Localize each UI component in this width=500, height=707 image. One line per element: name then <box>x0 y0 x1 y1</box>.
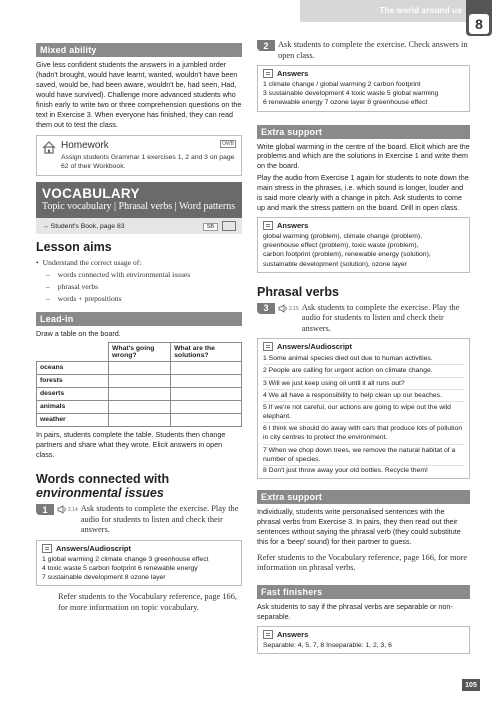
exercise-2-answers: Answers 1 climate change / global warming 2 carbon footprint 3 sustainable development 4 toxic waste 5 global warming 6 renewable energy 7 ozone layer 8 greenhouse effect <box>257 65 470 112</box>
fast-finishers-text: Ask students to say if the phrasal verbs are separable or non-separable. <box>257 601 453 621</box>
exercise-3 <box>257 303 470 335</box>
lesson-aim-item: – phrasal verbs <box>36 281 242 293</box>
extra-support-label: Extra support <box>257 490 470 504</box>
exercise-2 <box>257 40 470 61</box>
answers-icon <box>263 630 273 639</box>
audio-track: 2.14 <box>68 507 78 514</box>
lesson-aims-list <box>36 257 242 304</box>
lead-in-table <box>36 342 242 427</box>
audio-icon <box>57 505 67 514</box>
unit-title-bar <box>300 0 468 22</box>
page-number: 105 <box>462 679 480 691</box>
exercise-number: 3 <box>257 303 275 314</box>
extra-support-1-p1: Write global warming in the centre of the board. Elicit which are the problems and which are the solutions in Exercise 1 and write them on the board. <box>257 141 470 171</box>
lead-in-instruction: Draw a table on the board. <box>36 329 121 339</box>
exercise-3-instruction: Ask students to complete the exercise. Play the audio for students to listen and check their answers. <box>301 302 460 333</box>
homework-box <box>36 135 242 176</box>
answers-icon <box>263 221 273 230</box>
lesson-aim-item: – words + prepositions <box>36 293 242 305</box>
exercise-1-instruction: Ask students to complete the exercise. Play the audio for students to listen and check their answers. <box>80 504 239 535</box>
exercise-1-answers: Answers/Audioscript 1 global warming 2 climate change 3 greenhouse effect 4 toxic waste 5 carbon footprint 6 renewable energy 7 sustainable development 8 ozone layer <box>36 540 242 587</box>
phrasal-verbs-title: Phrasal verbs <box>257 284 339 299</box>
extra-support-1 <box>257 122 470 273</box>
audio-track: 2.15 <box>289 305 299 312</box>
right-column <box>257 40 470 654</box>
unit-tab <box>466 0 492 36</box>
students-book-ref <box>36 218 242 234</box>
lesson-aim-item: – words connected with environmental issues <box>36 269 242 281</box>
screen-icon <box>222 221 236 231</box>
homework-text: Assign students Grammar 1 exercises 1, 2 and 3 on page 62 of their Workbook. <box>61 153 235 170</box>
exercise-3-answers: Answers/Audioscript 1 Some animal species died out due to human activities. 2 People are calling for urgent action on climate change. 3 Will we just keep using oil until it all runs out? 4 We all have a responsibility to help clean up our beaches. 5 If we're not careful, our actions are going to wipe out the wild elephant. 6 I think we should do away with cars that produce lots of pollution in city centres to protect the environment. 7 When we chop down trees, we remove the natural habitat of a number of species. 8 Don't just throw away your old bottles. Recycle them! <box>257 338 470 479</box>
vocabulary-subtitle: Topic vocabulary | Phrasal verbs | Word patterns <box>42 200 236 212</box>
phrasal-reference-note: Refer students to the Vocabulary reference, page 166, for more information on phrasal verbs. <box>257 552 468 573</box>
vocabulary-title: VOCABULARY <box>42 185 140 201</box>
lead-in-section <box>36 309 242 460</box>
table-row: animals <box>37 401 242 414</box>
extra-support-2 <box>257 487 470 574</box>
exercise-1 <box>36 504 242 536</box>
lead-in-label: Lead-in <box>36 312 242 326</box>
left-column <box>36 40 242 613</box>
audio-icon <box>278 304 288 313</box>
table-row: forests <box>37 375 242 388</box>
students-book-ref-text: → Student's Book, page 83 <box>42 222 125 230</box>
answers-icon <box>263 69 273 78</box>
exercise-number: 2 <box>257 40 275 51</box>
house-icon <box>42 141 56 154</box>
fast-finishers <box>257 582 470 654</box>
table-row: weather <box>37 414 242 427</box>
table-row: oceans <box>37 362 242 375</box>
homework-title: Homework <box>61 139 109 151</box>
exercise-2-instruction: Ask students to complete the exercise. Check answers in open class. <box>278 40 468 60</box>
lesson-aims-title: Lesson aims <box>36 240 112 255</box>
unit-number: 8 <box>469 14 489 34</box>
workbook-badge: OWB <box>222 140 234 147</box>
lead-in-after: In pairs, students complete the table. Students then change partners and share what they wrote. Elicit answers in open class. <box>36 430 226 460</box>
page-header <box>0 0 500 34</box>
extra-support-1-answers: Answers global warming (problem), climate change (problem), greenhouse effect (problem), toxic waste (problem), carbon footprint (problem), renewable energy (solution), sustainable development (solution), ozone layer <box>257 217 470 273</box>
table-header: What's going wrong? <box>109 343 171 362</box>
mixed-ability-text: Give less confident students the answers in a jumbled order (hadn't brought, would have learnt, wanted, wouldn't have been saved, would be, had been aware, wouldn't be, had seen, Had, would have survived). Challenge more advanced students who finish early to write two or three comprehension questions on the text in Exercise 3. When everyone has finished, they can read them out to test the class. <box>36 60 242 129</box>
sb-badge: SB <box>203 223 218 231</box>
vocab-reference-note: Refer students to the Vocabulary reference, page 166, for more information on topic vocabulary. <box>58 592 237 612</box>
vocabulary-banner <box>36 182 242 219</box>
exercise-number: 1 <box>36 504 54 515</box>
extra-support-1-p2: Play the audio from Exercise 1 again for students to note down the main stress in the phrases, i.e. which sound is longer, louder and is said more clearly with a change in pitch. Ask students to come up and mark the stress pattern on the board. Drill in open class. <box>257 173 469 213</box>
mixed-ability-section <box>36 40 242 130</box>
answers-icon <box>42 544 52 553</box>
lesson-aims-intro: • Understand the correct usage of: <box>36 257 242 269</box>
table-header: What are the solutions? <box>171 343 242 362</box>
answers-icon <box>263 342 273 351</box>
words-section-title: Words connected with environmental issues <box>36 472 170 501</box>
extra-support-2-text: Individually, students write personalised sentences with the phrasal verbs from Exercise 3. In pairs, they then read out their sentences without saying the phrasal verb (they could substitute this for a 'beep' sound) for their partner to guess. <box>257 507 461 546</box>
extra-support-label: Extra support <box>257 125 470 139</box>
fast-finishers-label: Fast finishers <box>257 585 470 599</box>
unit-title: The world around us <box>379 6 462 15</box>
fast-finishers-answers: Answers Separable: 4, 5, 7, 8 Inseparable: 1, 2, 3, 6 <box>257 626 470 654</box>
mixed-ability-label: Mixed ability <box>36 43 242 57</box>
table-row: deserts <box>37 388 242 401</box>
